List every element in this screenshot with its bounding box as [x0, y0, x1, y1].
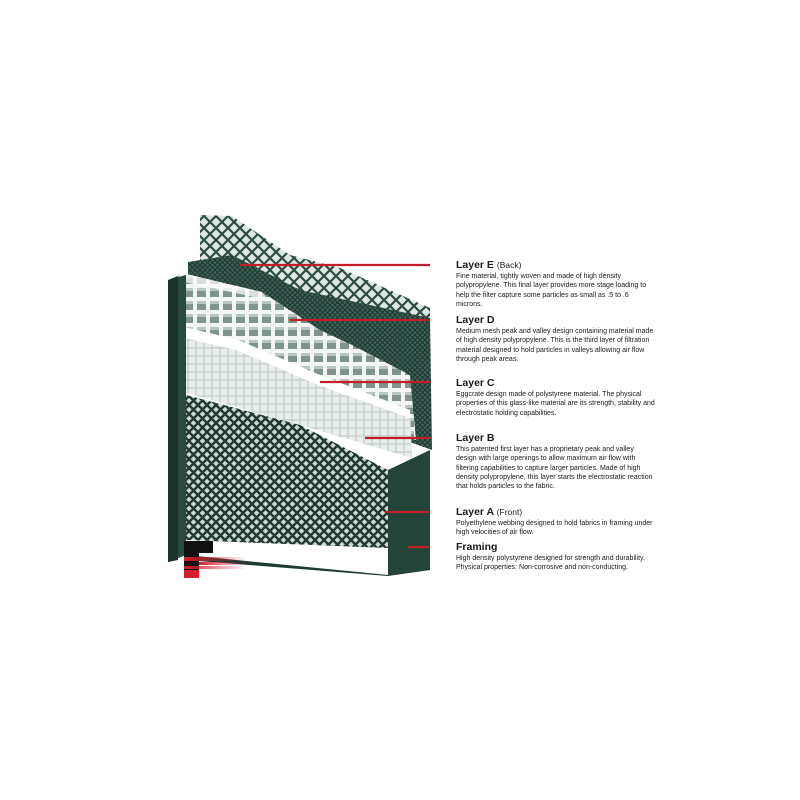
layer-a-qualifier: (Front) — [496, 507, 523, 517]
framing-description: High density polystyrene designed for strength and durability. Physical properties: Non-corrosive and non-conducting. — [456, 555, 645, 572]
layer-b-title — [456, 432, 656, 444]
layer-d-callout — [456, 314, 656, 364]
layer-d-description: Medium mesh peak and valley design containing material made of high density polypropylene. This is the third layer of filtration material designed to hold particles in valleys allowing air flow through peak areas. — [456, 328, 654, 363]
brand-logo-icon — [184, 541, 246, 578]
layer-d-title — [456, 314, 656, 326]
layer-c-title — [456, 377, 656, 389]
layer-c-name: Layer C — [456, 377, 495, 389]
framing-callout — [456, 541, 656, 573]
layer-b-callout — [456, 432, 656, 491]
framing-title — [456, 541, 656, 553]
layer-d-name: Layer D — [456, 314, 495, 326]
layer-e-name: Layer E — [456, 259, 494, 271]
framing-name: Framing — [456, 541, 498, 553]
layer-e-title — [456, 259, 656, 271]
layer-c-description: Eggcrate design made of polystyrene material. The physical properties of this glass-like material are its strength, stability and electrostatic holding capabilities. — [456, 391, 655, 417]
layer-b-description: This patented first layer has a proprietary peak and valley design with large openings to allow maximum air flow with filtering capabilities to capture larger particles. Made of high density polypropylene, this layer starts the electrostatic reaction that holds particles to the fabric. — [456, 446, 653, 491]
layer-e-description: Fine material, tightly woven and made of high density polypropylene. This final layer provides more stage loading to help the filter capture some particles as small as .5 to .6 microns. — [456, 273, 647, 308]
layer-e-callout — [456, 259, 656, 309]
layer-c-callout — [456, 377, 656, 418]
layer-e-qualifier: (Back) — [496, 260, 522, 270]
layer-a-name: Layer A — [456, 506, 494, 518]
layer-b-name: Layer B — [456, 432, 495, 444]
layer-a-title — [456, 506, 656, 518]
layer-a-description: Polyethylene webbing designed to hold fabrics in framing under high velocities of air flow. — [456, 520, 653, 537]
layer-a-callout — [456, 506, 656, 538]
